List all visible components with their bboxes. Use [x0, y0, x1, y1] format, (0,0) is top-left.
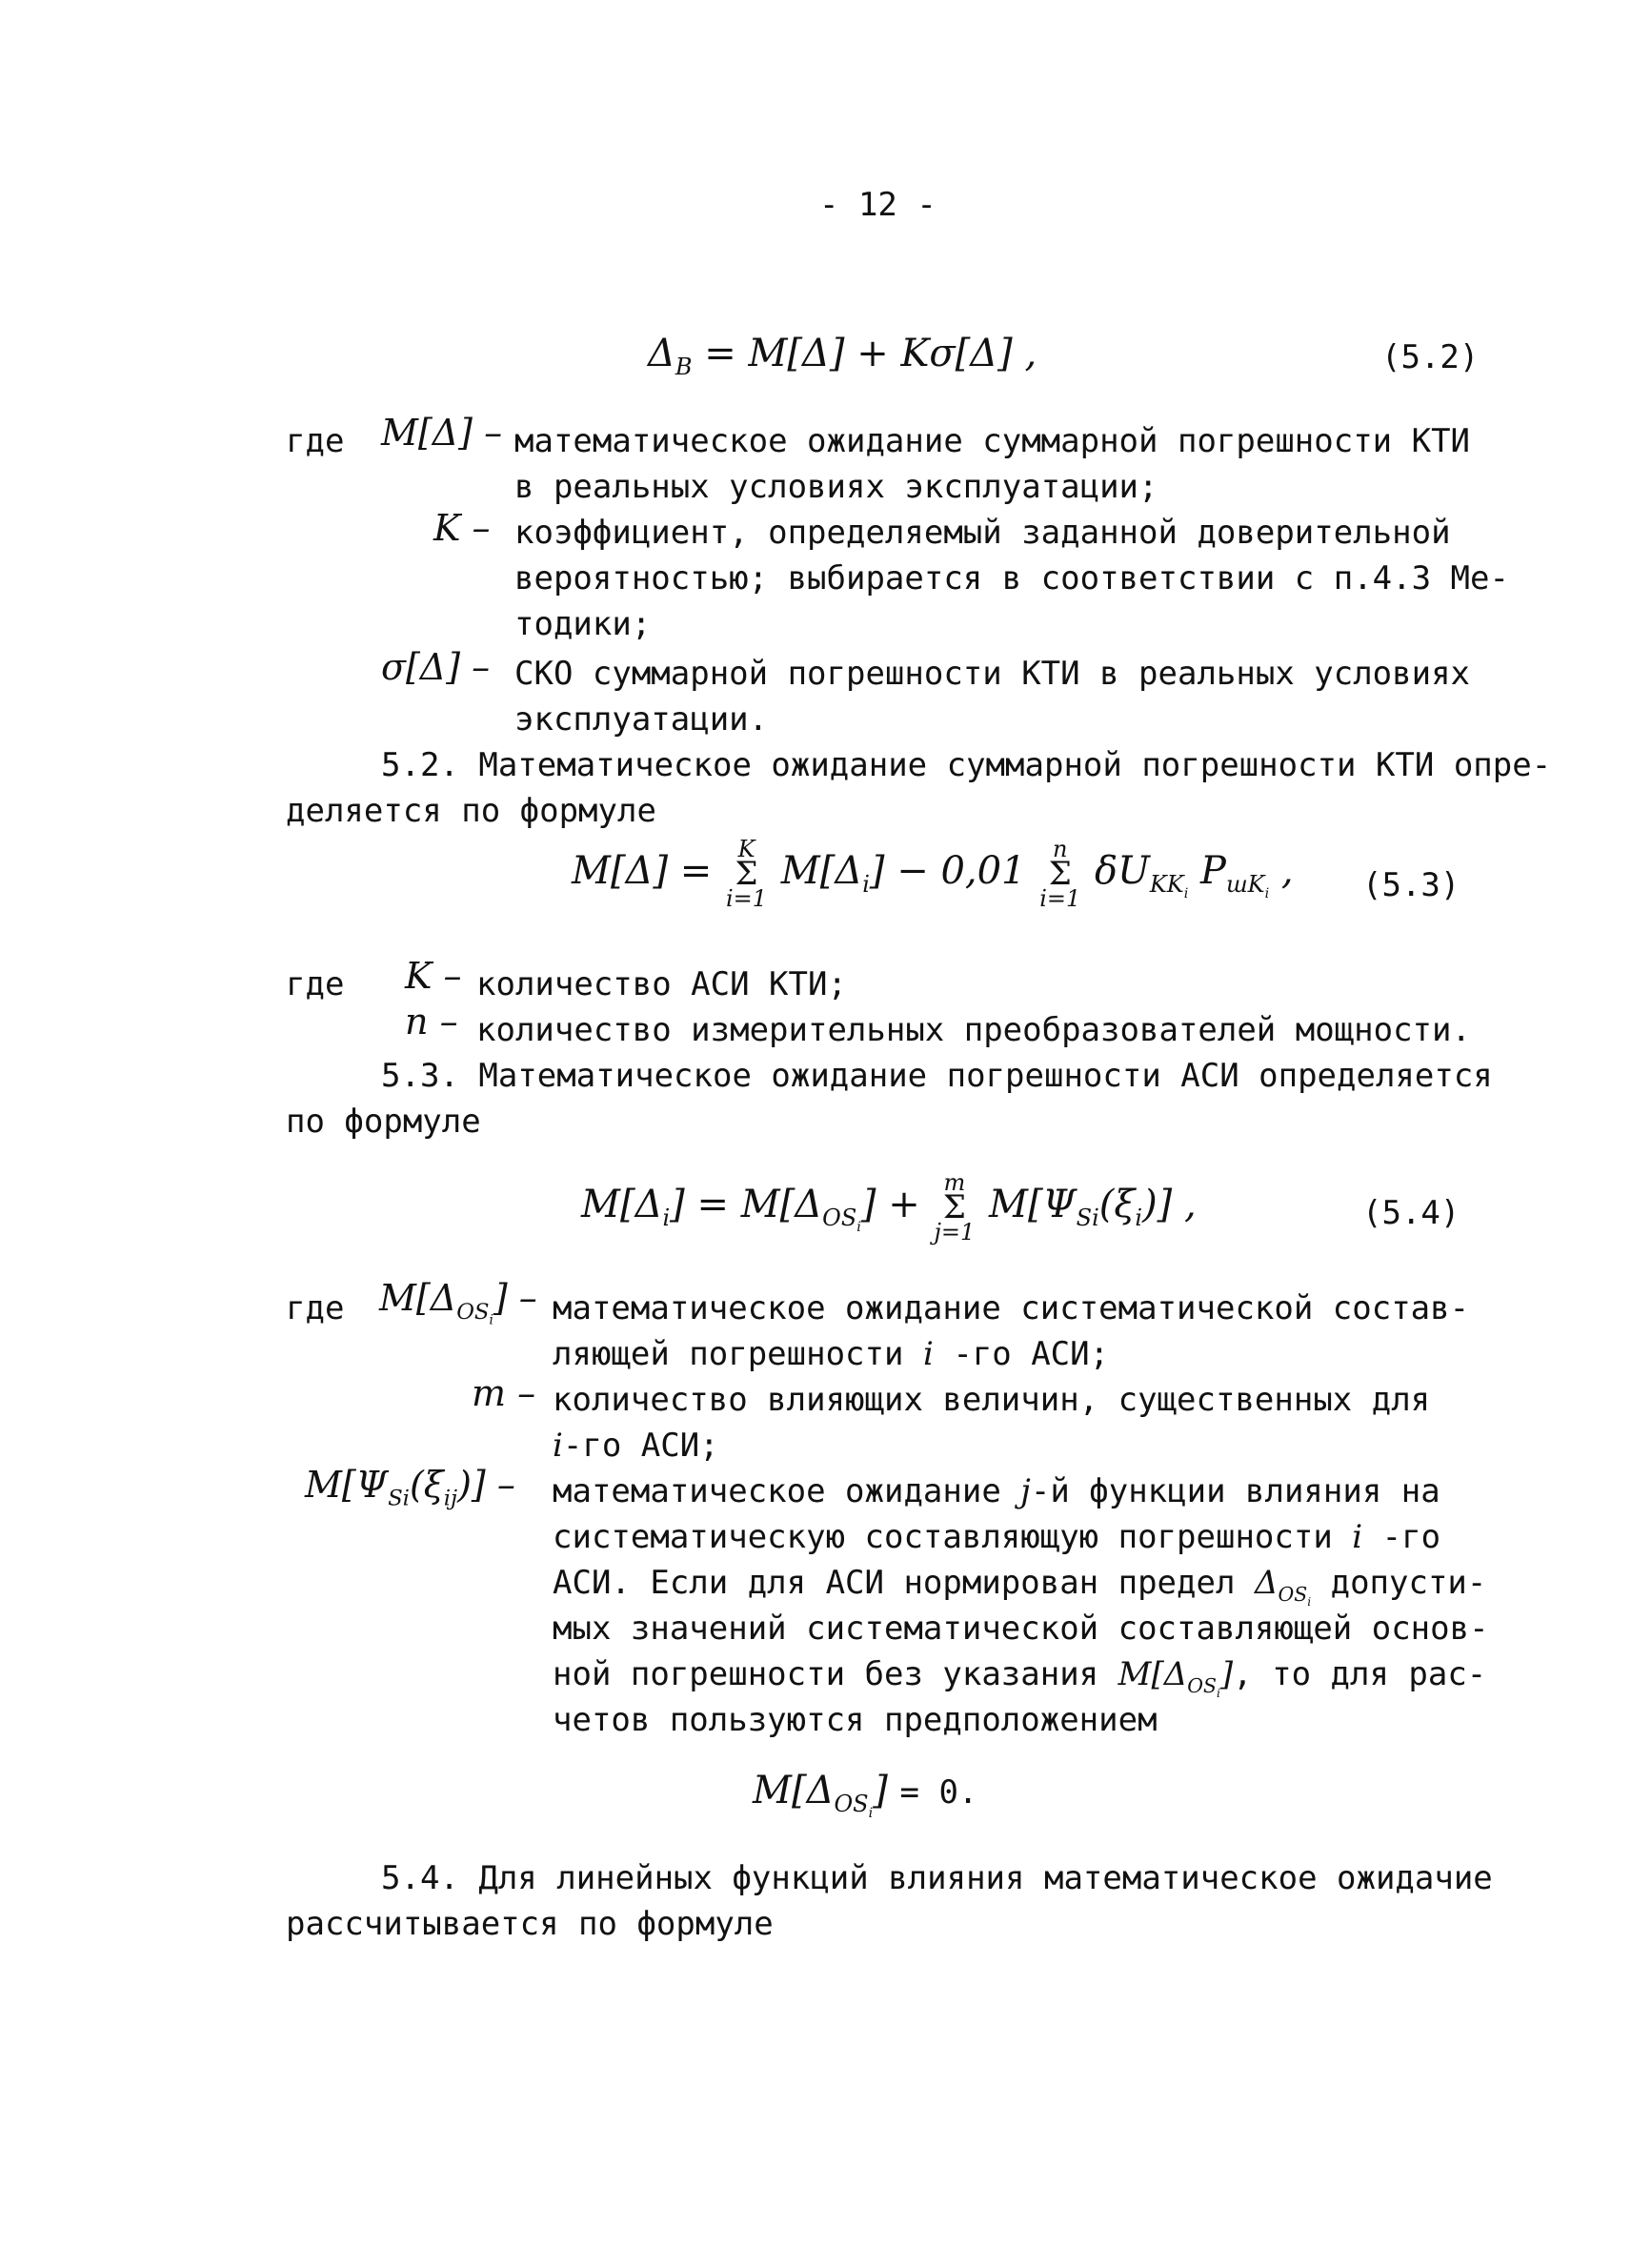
m-count-desc-1: количество влияющих величин, существенных для: [553, 1381, 1431, 1419]
equation-number-5-4: (5.4): [1362, 1194, 1460, 1232]
n-count-desc: количество измерительных преобразователей мощности.: [476, 1011, 1471, 1049]
symbol-m-psi: $M[\Psi_{Si}(\xi_{ij})]$ –: [305, 1464, 515, 1511]
where-label-2: где: [286, 965, 345, 1003]
sigma-desc-1: СКО суммарной погрешности КТИ в реальных условиях: [514, 655, 1471, 693]
symbol-k-2: K –: [405, 955, 462, 997]
para-5-4-line-1: 5.4. Для линейных функций влияния математическое ожидачие: [381, 1859, 1493, 1897]
para-5-2-line-2: деляется по формуле: [286, 792, 656, 830]
m-delta-desc-2: в реальных условиях эксплуатации;: [514, 468, 1158, 506]
mos-desc-1: математическое ожидание систематической состав-: [553, 1289, 1470, 1327]
psi-desc-2: систематическую составляющую погрешности i -го: [553, 1518, 1441, 1556]
para-5-3-line-2: по формуле: [286, 1103, 481, 1141]
equation-5-2: $\Delta_B = M[\Delta] + K\sigma[\Delta]$ ,: [648, 332, 1037, 380]
where-label-3: где: [286, 1289, 345, 1327]
psi-desc-4: мых значений систематической составляющей основ-: [553, 1610, 1489, 1648]
equation-number-5-2: (5.2): [1381, 338, 1480, 376]
psi-desc-5: ной погрешности без указания $M[\Delta_{OS_i}]$, то для рас-: [553, 1655, 1487, 1700]
equation-5-4: $M[\Delta_i] = M[\Delta_{OS_i}]$ + m Σ j=1 $M[\Psi_{Si}(\xi_i)]$ ,: [581, 1169, 1197, 1245]
psi-desc-6: четов пользуются предположением: [553, 1701, 1158, 1739]
sigma-desc-2: эксплуатации.: [514, 700, 769, 739]
symbol-m-delta: M[Δ] –: [381, 412, 503, 454]
symbol-m-delta-os: $M[\Delta_{OS_i}]$ –: [379, 1277, 537, 1328]
k-desc-3: тодики;: [514, 605, 652, 643]
equation-number-5-3: (5.3): [1362, 866, 1460, 904]
k-desc-1: коэффициент, определяемый заданной доверительной: [514, 514, 1451, 552]
m-delta-desc-1: математическое ожидание суммарной погрешности КТИ: [514, 422, 1471, 460]
para-5-4-line-2: рассчитывается по формуле: [286, 1905, 774, 1943]
psi-desc-1: математическое ожидание j-й функции влияния на: [553, 1472, 1440, 1510]
equation-5-3: M[Δ] = K Σ i=1 $M[\Delta_i] - 0,01$ n Σ i=1 $\delta U_{KK_i}$ $P_{шK_i}$ ,: [572, 836, 1294, 912]
para-5-3-line-1: 5.3. Математическое ожидание погрешности АСИ определяется: [381, 1057, 1493, 1095]
symbol-sigma-delta: σ[Δ] –: [381, 646, 491, 688]
symbol-k: K –: [433, 507, 491, 549]
psi-desc-3: АСИ. Если для АСИ нормирован предел $\Delta_{OS_i}$ допусти-: [553, 1564, 1487, 1609]
para-5-2-line-1: 5.2. Математическое ожидание суммарной погрешности КТИ опре-: [381, 746, 1552, 784]
symbol-m-count: m –: [472, 1372, 536, 1414]
equation-zero: $M[\Delta_{OS_i}] = 0$.: [753, 1769, 978, 1821]
where-label-1: где: [286, 422, 345, 460]
m-count-desc-2: i-го АСИ;: [553, 1427, 719, 1465]
symbol-n: n –: [405, 1001, 458, 1043]
page-number: - 12 -: [819, 186, 936, 224]
k-count-desc: количество АСИ КТИ;: [476, 965, 847, 1003]
k-desc-2: вероятностью; выбирается в соответствии с п.4.3 Ме-: [514, 559, 1509, 597]
mos-desc-2: ляющей погрешности i -го АСИ;: [553, 1335, 1110, 1373]
